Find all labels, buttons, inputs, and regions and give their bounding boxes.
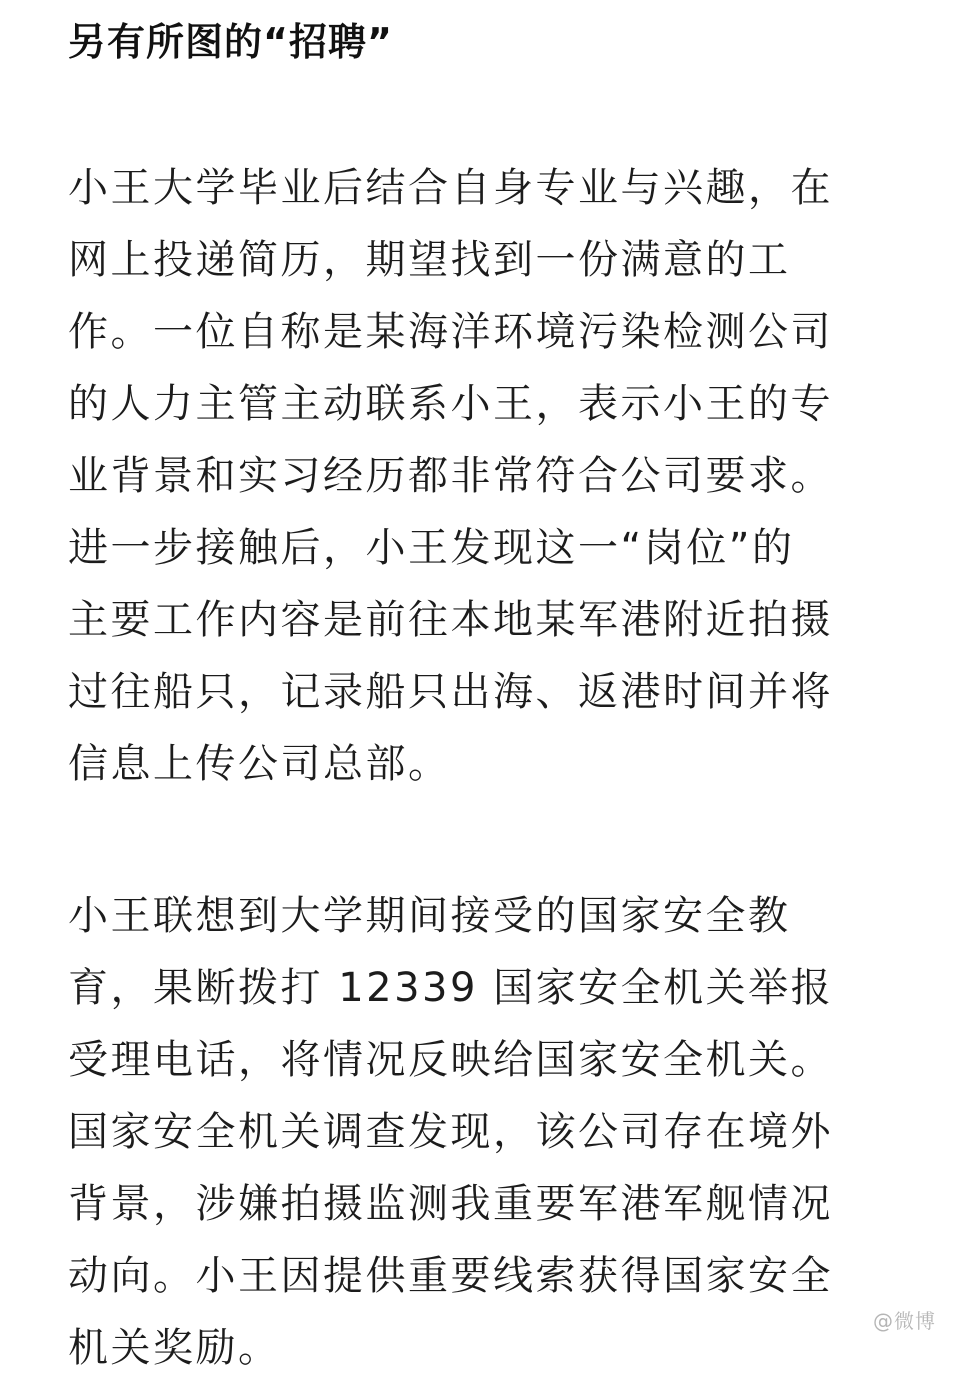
- paragraph-line: 动向。小王因提供重要线索获得国家安全: [68, 1253, 833, 1299]
- paragraph-line: 网上投递简历，期望找到一份满意的工: [68, 237, 791, 283]
- paragraph-1: [68, 152, 918, 800]
- paragraph-line: 业背景和实习经历都非常符合公司要求。: [68, 453, 833, 499]
- paragraph-line: 机关奖励。: [68, 1325, 281, 1371]
- paragraph-line: 的人力主管主动联系小王，表示小王的专: [68, 381, 833, 427]
- paragraph-line: 过往船只，记录船只出海、返港时间并将: [68, 669, 833, 715]
- paragraph-line: 进一步接触后，小王发现这一“岗位”的: [68, 525, 795, 571]
- paragraph-line: 信息上传公司总部。: [68, 741, 451, 787]
- paragraph-line: 育，果断拨打 12339 国家安全机关举报: [68, 965, 834, 1011]
- article-heading: 另有所图的“招聘”: [68, 20, 393, 64]
- paragraph-line: 受理电话，将情况反映给国家安全机关。: [68, 1037, 833, 1083]
- paragraph-line: 背景，涉嫌拍摄监测我重要军港军舰情况: [68, 1181, 833, 1227]
- paragraph-line: 小王联想到大学期间接受的国家安全教: [68, 893, 791, 939]
- paragraph-2: [68, 880, 918, 1384]
- paragraph-line: 作。一位自称是某海洋环境污染检测公司: [68, 309, 833, 355]
- paragraph-line: 主要工作内容是前往本地某军港附近拍摄: [68, 597, 833, 643]
- weibo-watermark: @微博: [873, 1309, 936, 1333]
- paragraph-line: 国家安全机关调查发现，该公司存在境外: [68, 1109, 833, 1155]
- paragraph-line: 小王大学毕业后结合自身专业与兴趣，在: [68, 165, 833, 211]
